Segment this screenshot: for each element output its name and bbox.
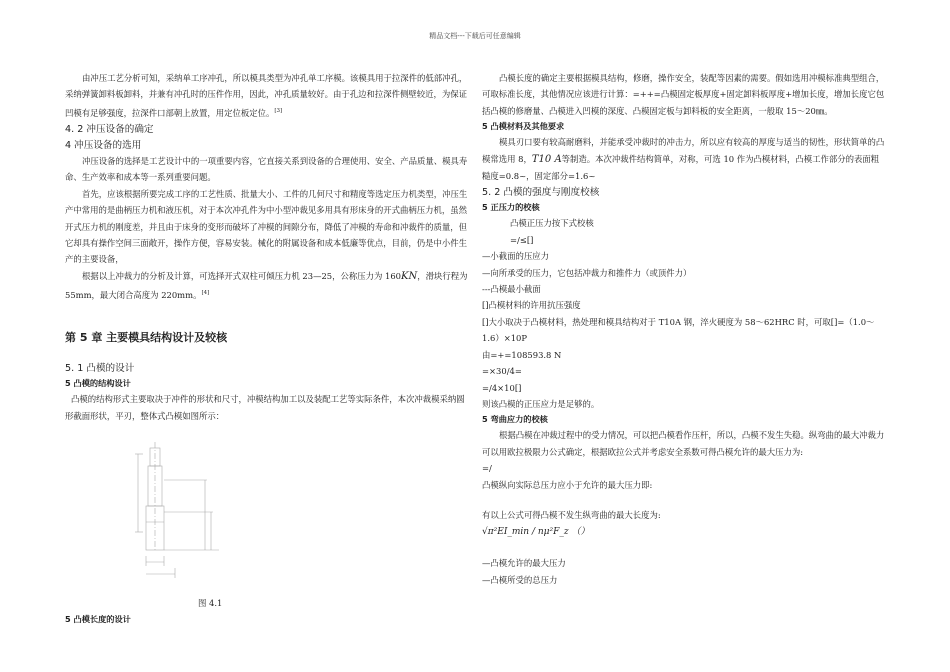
text-line: 则该凸模的正压应力是足够的。 bbox=[482, 398, 600, 409]
page-header: 精品文档---下载后可任意编辑 bbox=[429, 32, 521, 40]
left-column bbox=[65, 70, 470, 627]
text-line: —凸模允许的最大压力 bbox=[482, 558, 566, 569]
text-line: []凸模材料的许用抗压强度 bbox=[482, 300, 581, 311]
paragraph: 凸模的结构形式主要取决于冲件的形状和尺寸，冲模结构加工以及装配工艺等实际条件，本次冲裁模采纳圆形截面形状，平刃，整体式凸模如图所示： bbox=[65, 394, 465, 421]
paragraph-text: 根据以上冲裁力的分析及计算，可选择开式双柱可倾压力机 23—25，公称压力为 160 bbox=[82, 270, 401, 281]
paragraph bbox=[482, 134, 887, 184]
paragraph: 凸模长度的确定主要根据模具结构，修磨，操作安全，装配等因素的需要。假如选用冲模标准典型组合，可取标准长度，其他情况应该进行计算：=++=凸模固定板厚度+固定卸料板厚度+增加长度，增加长度它包括凸模的修磨量、凸模进入凹模的深度、凸模固定板与卸料板的安全距离，一般取 15～20㎜。 bbox=[482, 73, 885, 116]
euler-formula: √π²EI_min / nμ²F_z （） bbox=[482, 527, 590, 538]
section-heading: 5. 1 凸模的设计 bbox=[65, 363, 135, 375]
text-line: 由=+=108593.8 N bbox=[482, 349, 562, 360]
spacer bbox=[482, 541, 887, 555]
subsection-heading: 5 凸模的结构设计 bbox=[65, 378, 131, 389]
material-symbol: T10 A bbox=[531, 153, 562, 165]
text-line: =×30/4= bbox=[482, 366, 522, 377]
text-line: —小截面的压应力 bbox=[482, 251, 549, 262]
paragraph-text: ，滑块行程为 55mm，最大闭合高度为 220mm。 bbox=[65, 270, 468, 301]
subsection-heading: 5 凸模材料及其他要求 bbox=[482, 121, 565, 132]
punch-drawing-figure bbox=[65, 424, 470, 594]
text-line: =/4×10[] bbox=[482, 382, 522, 393]
spacer bbox=[482, 493, 887, 507]
paragraph bbox=[65, 70, 470, 121]
text-line: 凸模纵向实际总压力应小于允许的最大压力即: bbox=[482, 479, 653, 490]
subsection-heading: 5 凸模长度的设计 bbox=[65, 614, 131, 625]
section-heading: 4. 2 冲压设备的确定 bbox=[65, 124, 154, 136]
paragraph-text: 等制造。本次冲裁件结构简单，对称，可选 10 作为凸模材料，凸模工作部分的表面粗糙度=0.8~，固定部分=1.6~ bbox=[482, 153, 880, 182]
text-line: —凸模所受的总压力 bbox=[482, 574, 558, 585]
punch-drawing bbox=[135, 432, 255, 592]
text-line: 凸模正压力按下式校核 bbox=[510, 218, 594, 229]
unit-symbol: KN bbox=[401, 270, 418, 282]
paragraph-text: 由冲压工艺分析可知，采纳单工序冲孔，所以模具类型为冲孔单工序模。该模具用于拉深件的低部冲孔，采纳弹簧卸料板卸料，并兼有冲孔时的压件作用，因此，冲孔质量较好。由于孔边和拉深件侧壁较近，为保证凹模有足够强度，拉深件口部朝上放置，用定位板定位。 bbox=[65, 73, 468, 118]
section-heading: 5. 2 凸模的强度与刚度校核 bbox=[482, 187, 600, 199]
citation: [3] bbox=[274, 107, 283, 114]
text-line: 有以上公式可得凸模不发生纵弯曲的最大长度为: bbox=[482, 509, 661, 520]
paragraph: 冲压设备的选择是工艺设计中的一项重要内容，它直接关系到设备的合理使用、安全、产品质量、模具寿命、生产效率和成本等一系列重要问题。 bbox=[65, 156, 468, 183]
citation: [4] bbox=[201, 290, 210, 297]
text-line: []大小取决于凸模材料，热处理和模具结构对于 T10A 钢，淬火硬度为 58～62HRC 时，可取[]=（1.0～1.6）×10P bbox=[482, 316, 875, 344]
subsection-heading: 5 正压力的校核 bbox=[482, 202, 540, 213]
chapter-title: 第 5 章 主要模具结构设计及较核 bbox=[65, 331, 228, 345]
subsection-heading: 4 冲压设备的选用 bbox=[65, 140, 142, 152]
text-line: ---凸模最小截面 bbox=[482, 284, 541, 295]
paragraph bbox=[65, 268, 470, 304]
figure-caption: 图 4.1 bbox=[198, 598, 223, 609]
paragraph: 首先，应该根据所要完成工序的工艺性质、批量大小、工件的几何尺寸和精度等选定压力机类型，冲压生产中常用的是曲柄压力机和液压机，对于本次冲孔件为中小型冲裁见多用具有形床身的开式曲柄压力机，虽然开式压力机的刚度差，并且由于床身的变形而破坏了冲模的间隙分布，降低了冲模的寿命和冲裁件的质量，但它却具有操作空间三面敞开，操作方便，容易安装。械化的附属设备和成本低廉等优点，目前，仍是中小件生产的主要设备， bbox=[65, 188, 468, 265]
paragraph: 根据凸模在冲裁过程中的受力情况，可以把凸模看作压杆，所以，凸模不发生失稳。纵弯曲的最大冲裁力可以用欧拉极限力公式确定，根据欧拉公式并考虑安全系数可得凸模允许的最大压力为: bbox=[482, 430, 885, 457]
right-column bbox=[482, 70, 887, 588]
subsection-heading: 5 弯曲应力的校核 bbox=[482, 414, 548, 425]
text-line: =/≤[] bbox=[510, 234, 534, 245]
paragraph-text: 模具刃口要有较高耐磨料，并能承受冲裁时的冲击力，所以应有较高的厚度与适当的韧性，形状简单的凸模常选用 8， bbox=[482, 137, 885, 164]
text-line: =/ bbox=[482, 463, 492, 474]
text-line: —向所承受的压力，它包括冲裁力和推件力（或顶件力） bbox=[482, 267, 692, 278]
